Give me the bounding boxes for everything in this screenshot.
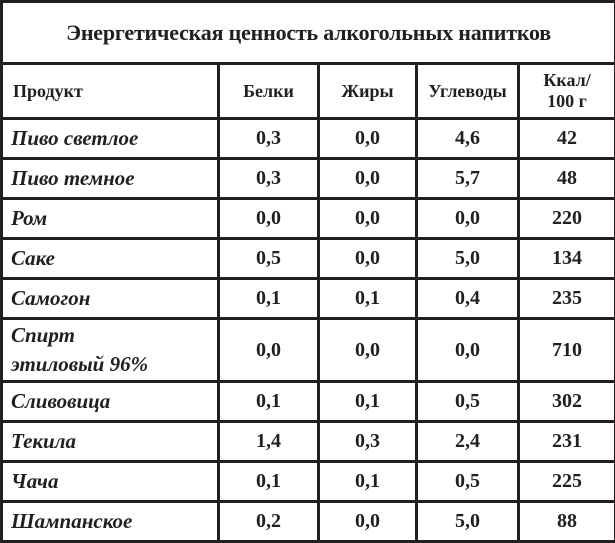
table-row — [2, 279, 615, 319]
table-row — [2, 462, 615, 502]
table-row — [2, 199, 615, 239]
table-row — [2, 119, 615, 159]
kcal-value: 88 — [519, 502, 615, 542]
table-row — [2, 502, 615, 542]
protein-value: 0,1 — [219, 382, 319, 422]
product-name: Ром — [2, 199, 219, 239]
fat-value: 0,3 — [319, 422, 417, 462]
fat-value: 0,0 — [319, 502, 417, 542]
carbs-value: 0,0 — [417, 199, 519, 239]
product-name-line2: этиловый 96% — [11, 352, 148, 376]
fat-value: 0,0 — [319, 319, 417, 382]
table-row — [2, 159, 615, 199]
fat-value: 0,0 — [319, 199, 417, 239]
header-protein: Белки — [219, 64, 319, 119]
protein-value: 0,0 — [219, 319, 319, 382]
carbs-value: 5,0 — [417, 239, 519, 279]
table-row — [2, 319, 615, 382]
product-name: Сливовица — [2, 382, 219, 422]
header-kcal-line2: 100 г — [547, 91, 587, 111]
kcal-value: 48 — [519, 159, 615, 199]
product-name: Пиво светлое — [2, 119, 219, 159]
kcal-value: 231 — [519, 422, 615, 462]
product-name: Шампанское — [2, 502, 219, 542]
protein-value: 0,0 — [219, 199, 319, 239]
protein-value: 0,1 — [219, 279, 319, 319]
kcal-value: 302 — [519, 382, 615, 422]
header-kcal — [519, 64, 615, 119]
protein-value: 0,3 — [219, 159, 319, 199]
product-name: Самогон — [2, 279, 219, 319]
header-product: Продукт — [2, 64, 219, 119]
product-name: Саке — [2, 239, 219, 279]
fat-value: 0,0 — [319, 159, 417, 199]
header-fat: Жиры — [319, 64, 417, 119]
carbs-value: 4,6 — [417, 119, 519, 159]
product-name: Чача — [2, 462, 219, 502]
fat-value: 0,0 — [319, 119, 417, 159]
protein-value: 0,2 — [219, 502, 319, 542]
kcal-value: 235 — [519, 279, 615, 319]
fat-value: 0,1 — [319, 279, 417, 319]
header-kcal-line1: Ккал/ — [543, 70, 590, 90]
carbs-value: 0,4 — [417, 279, 519, 319]
carbs-value: 0,5 — [417, 462, 519, 502]
kcal-value: 225 — [519, 462, 615, 502]
table-row — [2, 382, 615, 422]
kcal-value: 134 — [519, 239, 615, 279]
product-name: Текила — [2, 422, 219, 462]
kcal-value: 220 — [519, 199, 615, 239]
carbs-value: 0,0 — [417, 319, 519, 382]
fat-value: 0,0 — [319, 239, 417, 279]
protein-value: 1,4 — [219, 422, 319, 462]
title-row — [2, 2, 615, 64]
table-row — [2, 422, 615, 462]
carbs-value: 2,4 — [417, 422, 519, 462]
kcal-value: 710 — [519, 319, 615, 382]
carbs-value: 5,0 — [417, 502, 519, 542]
protein-value: 0,1 — [219, 462, 319, 502]
carbs-value: 5,7 — [417, 159, 519, 199]
kcal-value: 42 — [519, 119, 615, 159]
product-name — [2, 319, 219, 382]
protein-value: 0,5 — [219, 239, 319, 279]
fat-value: 0,1 — [319, 382, 417, 422]
product-name: Пиво темное — [2, 159, 219, 199]
header-carbs: Углеводы — [417, 64, 519, 119]
product-name-line1: Спирт — [11, 323, 75, 347]
protein-value: 0,3 — [219, 119, 319, 159]
table-title: Энергетическая ценность алкогольных напитков — [2, 2, 615, 64]
header-row — [2, 64, 615, 119]
fat-value: 0,1 — [319, 462, 417, 502]
table-row — [2, 239, 615, 279]
carbs-value: 0,5 — [417, 382, 519, 422]
